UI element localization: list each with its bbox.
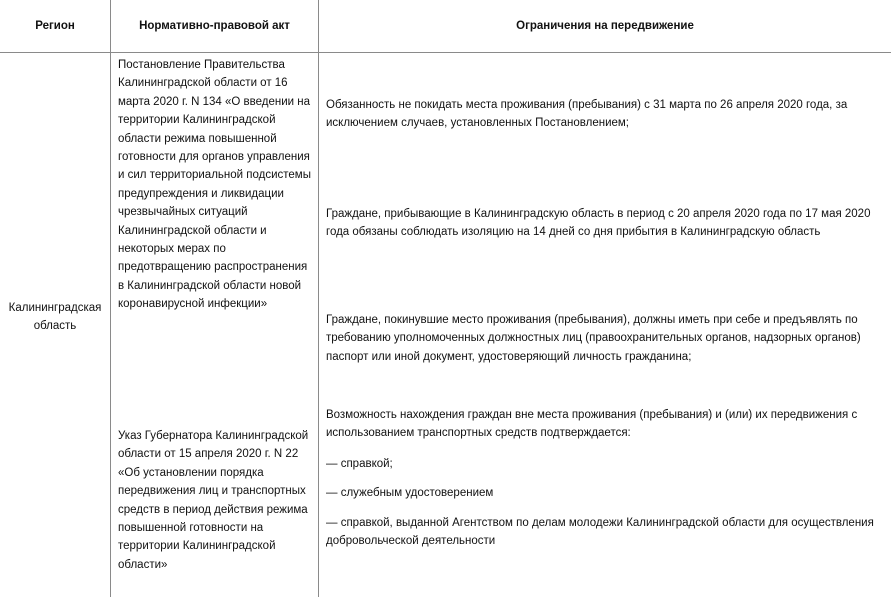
act-text: Указ Губернатора Калининградской области от 15 апреля 2020 г. N 22 «Об установлении порядка передвижения лиц и транспортных средств в период действия режима повышенной готовности на территории Калининградской области»	[118, 430, 309, 571]
region-cell: Калининградская область	[8, 302, 102, 332]
column-divider	[110, 0, 111, 597]
restriction-paragraph: Граждане, прибывающие в Калининградскую область в период с 20 апреля 2020 года по 17 мая 2020 года обязаны соблюдать изоляцию на 14 дней со дня прибытия в Калининградскую область	[326, 208, 871, 239]
header-region: Регион	[35, 20, 75, 32]
restriction-paragraph: Граждане, покинувшие место проживания (пребывания), должны иметь при себе и предъявлять по требованию уполномоченных должностных лиц (правоохранительных органов, надзорных органов) паспорт или иной документ, удостоверяющий личность гражданина;	[326, 314, 861, 363]
column-divider	[318, 0, 319, 597]
confirmation-item: — справкой, выданной Агентством по делам молодежи Калининградской области для осуществления добровольческой деятельности	[326, 517, 874, 548]
restriction-paragraph: Обязанность не покидать места проживания (пребывания) с 31 марта по 26 апреля 2020 года, за исключением случаев, установленных Постановлением;	[326, 99, 848, 130]
restriction-paragraph: Возможность нахождения граждан вне места проживания (пребывания) и (или) их передвижения с использованием транспортных средств подтверждается:	[326, 409, 858, 440]
header-restrictions: Ограничения на передвижение	[516, 20, 694, 32]
header-divider	[0, 52, 891, 53]
act-text: Постановление Правительства Калининградской области от 16 марта 2020 г. N 134 «О введении на территории Калининградской области режима повышенной готовности для органов управления и сил территориальной подсистемы предупреждения и ликвидации чрезвычайных ситуаций Калининградской области и некоторых мерах по предотвращению распространения в Калининградской области новой коронавирусной инфекции»	[118, 59, 311, 311]
confirmation-item: — справкой;	[326, 458, 393, 470]
header-act: Нормативно-правовой акт	[139, 20, 290, 32]
confirmation-item: — служебным удостоверением	[326, 487, 494, 499]
